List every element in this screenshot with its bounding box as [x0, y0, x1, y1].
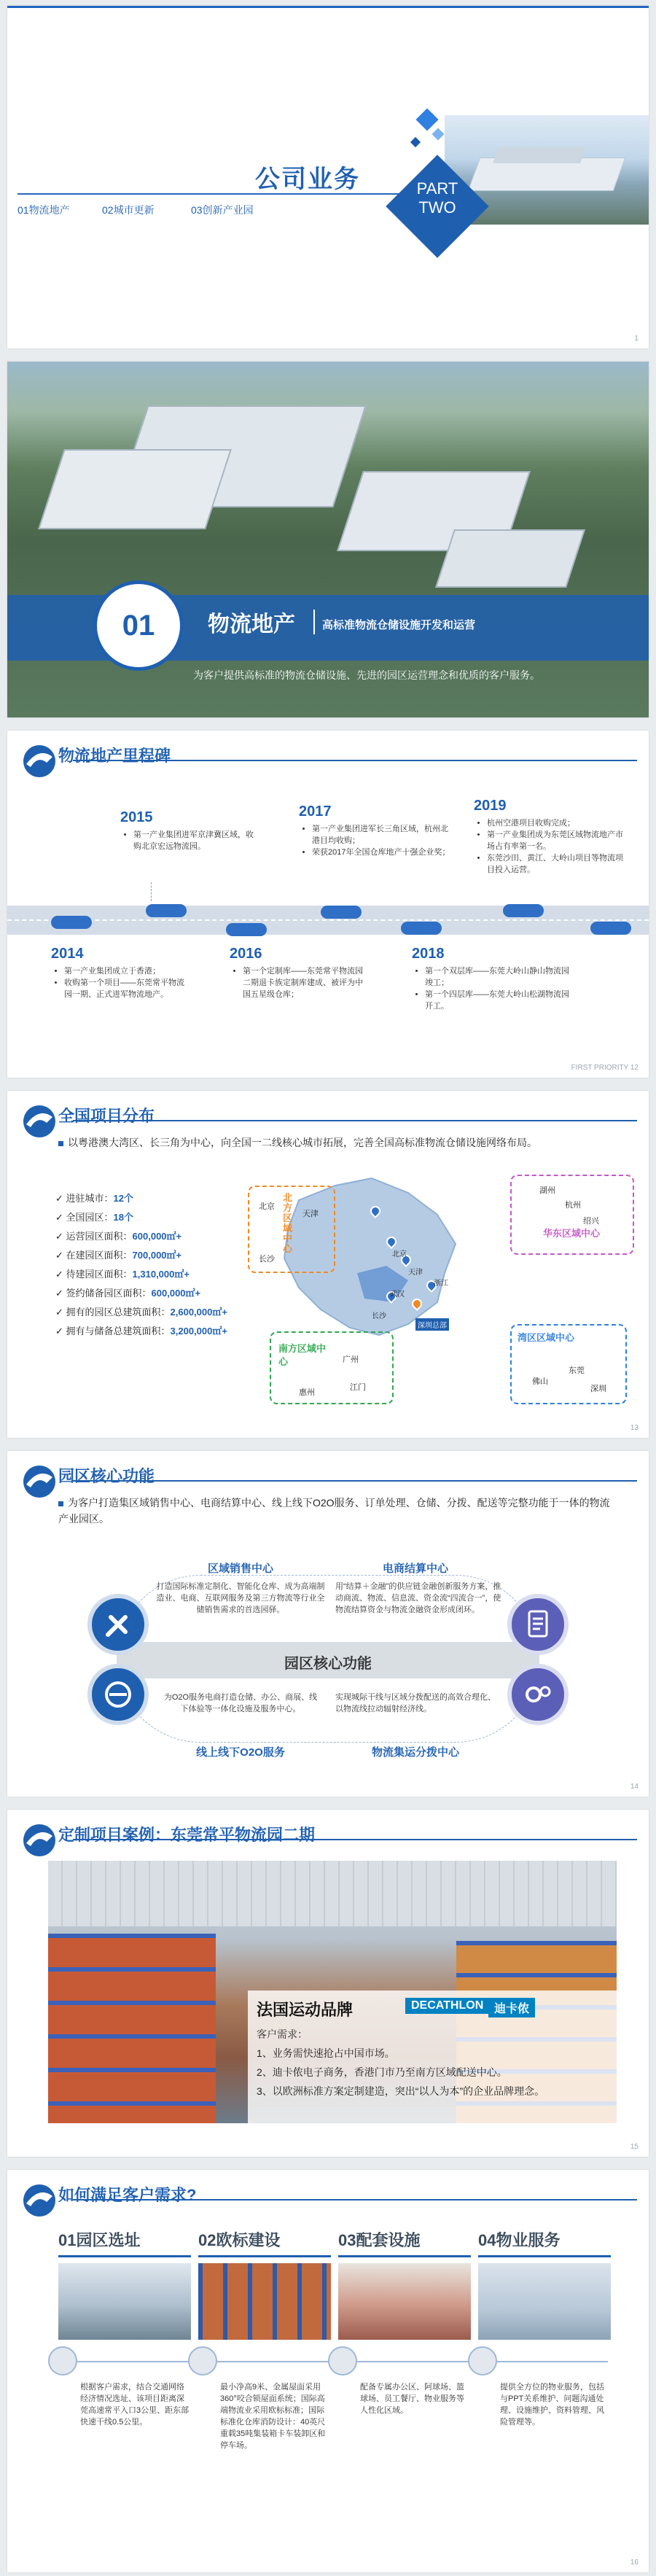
milestone-text: • 第一产业集团进军长三角区域，杭州北港目均收购； — [312, 823, 452, 847]
part-label: PART — [416, 179, 458, 198]
q4-text: 实现城际干线与区域分拨配送的高效合理化、以物流线拉动辐射经济线。 — [335, 1693, 496, 1713]
section-subtitle: 高标准物流仓储设施开发和运营 — [322, 619, 476, 631]
col-head: 01园区选址 — [58, 2228, 191, 2257]
q2-text: 用“结算＋金融”的供应链金融创新服务方案，推动商流、物流、信息流、资金流“四流合一”，使物流结算资金与物流金融资金形成闭环。 — [335, 1582, 501, 1614]
company-logo-icon — [20, 742, 58, 780]
nav-item-3[interactable]: 03创新产业园 — [191, 204, 254, 216]
truck-icon — [226, 923, 267, 936]
south-city-jiangmen: 江门 — [350, 1383, 366, 1392]
north-city-beijing: 北京 — [259, 1202, 275, 1211]
north-region-label: 北方区域中心 — [283, 1192, 293, 1254]
needs-label: 客户需求： — [257, 2028, 308, 2040]
core-title: 园区核心功能 — [284, 1656, 372, 1672]
milestone-text: • 第一个双层库——东莞大岭山静山物流园竣工； — [425, 965, 572, 989]
stat-row: ✓ 签约储备园区面积：600,000㎡+ — [55, 1288, 201, 1299]
company-logo-icon — [20, 2182, 58, 2219]
location-icon — [48, 2346, 77, 2375]
east-region-label: 华东区域中心 — [543, 1228, 601, 1239]
q1-text: 打造国际标准定制化、智能化仓库、成为高端制造业、电商、互联网服务及第三方物流等行业全储销售需求的首选园驿。 — [156, 1582, 325, 1614]
north-city-changsha: 长沙 — [259, 1255, 275, 1264]
year-2016: 2016 — [230, 946, 262, 962]
map-label-hq: 深圳总部 — [415, 1318, 449, 1331]
decor-square-2 — [432, 128, 445, 141]
stat-row: ✓ 全国园区：18个 — [55, 1212, 133, 1223]
truck-icon — [503, 904, 544, 917]
company-logo-icon — [20, 1102, 58, 1140]
north-city-tianjin: 天津 — [302, 1210, 319, 1218]
col-text-3: 配备专属办公区、阿球场、篮球场、员工餐厅、物业服务等人性化区域。 — [360, 2383, 464, 2415]
company-logo-icon — [20, 1463, 58, 1501]
south-city-guangzhou: 广州 — [343, 1355, 359, 1364]
page-number: FIRST PRIORITY 12 — [571, 1064, 639, 1072]
slide-title: 全国项目分布 — [58, 1107, 155, 1125]
page-number: 13 — [630, 1424, 639, 1432]
east-city-shaoxing: 绍兴 — [583, 1217, 599, 1226]
col-text-1: 根据客户需求，结合交通网络经济情况选址、该项目距离深莞高速常平入口3公里、距东部快速干线0.5公里。 — [80, 2383, 190, 2427]
east-city-huzhou: 湖州 — [539, 1186, 555, 1195]
decathlon-logo: DECATHLON — [405, 1998, 489, 2014]
tools-icon-circle — [87, 1594, 149, 1655]
slide-national-projects — [7, 1091, 649, 1438]
truck-icon — [321, 906, 362, 919]
gba-city-dongguan: 东莞 — [569, 1366, 585, 1375]
need-1: 1、业务需快速抢占中国市场。 — [257, 2047, 395, 2059]
stat-row: ✓ 进驻城市：12个 — [55, 1193, 133, 1204]
milestone-bottom-2014 — [51, 946, 190, 1000]
year-2014: 2014 — [51, 946, 84, 962]
q3-title: 线上线下O2O服务 — [196, 1746, 285, 1759]
col-text-4: 提供全方位的物业服务，包括与PPT关系维护、问题沟通处理、设施维护、资料管理、风险管理等。 — [500, 2383, 604, 2427]
intro-text: 为客户打造集区域销售中心、电商结算中心、线上线下O2O服务、订单处理、仓储、分拨、配送等完整功能于一体的物流产业园区。 — [58, 1497, 610, 1525]
col-2 — [198, 2228, 331, 2340]
section-title: 公司业务 — [255, 166, 360, 193]
map-label-changsha: 长沙 — [372, 1312, 386, 1320]
decathlon-logo-cn: 迪卡侬 — [488, 1998, 535, 2017]
col-head: 03配套设施 — [338, 2228, 471, 2257]
milestone-text: • 第一产业集团进军京津冀区域，收购北京宏远物流园。 — [133, 829, 259, 852]
milestone-text: • 荣获2017年全国仓库地产十强企业奖； — [312, 847, 452, 858]
map-label-beijing: 北京 — [392, 1250, 407, 1258]
south-region-label: 南方区域中心 — [278, 1343, 327, 1367]
decor-square-3 — [410, 137, 421, 147]
south-city-huizhou: 惠州 — [299, 1388, 315, 1397]
stat-row: ✓ 在建园区面积：700,000㎡+ — [55, 1250, 182, 1261]
col-head: 04物业服务 — [478, 2228, 611, 2257]
section-title: 物流地产 — [208, 612, 295, 637]
year-2019: 2019 — [474, 798, 507, 814]
col-photo — [338, 2263, 471, 2340]
slide-title: 园区核心功能 — [58, 1467, 155, 1485]
service-icon — [468, 2346, 497, 2375]
slide-milestones — [7, 731, 649, 1078]
milestone-bottom-2016 — [230, 946, 368, 1000]
map-label-wuhan: 武汉 — [390, 1291, 405, 1299]
company-logo-icon — [20, 1821, 58, 1859]
page-number: 15 — [630, 2143, 639, 2151]
col-head: 02欧标建设 — [198, 2228, 331, 2257]
scale-icon — [328, 2346, 357, 2375]
col-photo — [478, 2263, 611, 2340]
col-1 — [58, 2228, 191, 2340]
header-bar — [73, 1480, 637, 1482]
building-icon — [188, 2346, 217, 2375]
stat-row: ✓ 待建园区面积：1,310,000㎡+ — [55, 1269, 190, 1280]
nav-item-1[interactable]: 01物流地产 — [17, 204, 70, 216]
stats-list — [55, 1189, 245, 1341]
q3-text: 为O2O服务电商打造仓储、办公、商展、线下体验等一体化设施及服务中心。 — [163, 1693, 318, 1713]
milestone-text: • 第一产业集团成为东莞区域物流地产市场占有率第一名。 — [487, 829, 627, 852]
q4-title: 物流集运分拨中心 — [371, 1746, 459, 1759]
decor-square-1 — [415, 108, 438, 131]
checklist-icon-circle — [507, 1594, 569, 1655]
need-2: 2、迪卡侬电子商务，香港门市乃至南方区域配送中心。 — [257, 2066, 507, 2078]
map-label-tianjin: 天津 — [408, 1269, 423, 1277]
bullet-icon — [58, 1501, 63, 1506]
slide-title: 物流地产里程碑 — [58, 747, 171, 765]
stat-row: ✓ 拥有与储备总建筑面积：3,200,000㎡+ — [55, 1326, 227, 1336]
intro-text: 以粤港澳大湾区、长三角为中心，向全国一二线核心城市拓展，完善全国高标准物流仓储设施网络布局。 — [58, 1135, 612, 1151]
page-number: 16 — [630, 2559, 639, 2567]
col-text-2: 最小净高9米、金属屋面采用360°咬合锁屋面系统；国际高端物流业采用欧标标准；国际标准化仓库消防设计：40英尺重载35吨集装箱卡车装卸区和停车场。 — [220, 2383, 326, 2450]
year-2018: 2018 — [412, 946, 445, 962]
slide-core-functions — [7, 1451, 649, 1797]
handshake-icon-circle — [87, 1664, 149, 1725]
need-3: 3、以欧洲标准方案定制建造，突出“以人为本”的企业品牌理念。 — [257, 2085, 545, 2097]
truck-icon — [146, 904, 187, 917]
page-number: 1 — [634, 335, 639, 343]
truck-icon — [590, 922, 631, 935]
title-divider — [313, 610, 315, 634]
milestone-text: • 第一个四层库——东莞大岭山松湖物流园开工。 — [425, 989, 572, 1012]
milestone-text: • 杭州空港项目收购完成； — [487, 817, 627, 829]
slide-case-study — [7, 1810, 649, 2157]
year-2015: 2015 — [120, 809, 153, 825]
section-desc: 为客户提供高标准的物流仓储设施、先进的园区运营理念和优质的客户服务。 — [193, 669, 540, 681]
milestone-bottom-2018 — [412, 946, 572, 1012]
milestone-text: • 第一产业集团成立于香港； — [64, 965, 190, 977]
truck-icon — [51, 916, 92, 929]
slide-client-needs — [7, 2170, 649, 2572]
milestone-top-2017 — [299, 803, 452, 858]
section-number: 01 — [122, 610, 155, 642]
col-4 — [478, 2228, 611, 2340]
bullet-icon — [58, 1141, 63, 1146]
map-label-zhejiang: 浙江 — [434, 1280, 448, 1288]
two-label: TWO — [418, 198, 456, 217]
east-city-hangzhou: 杭州 — [565, 1201, 581, 1210]
milestone-text: • 第一个定制库——东莞常平物流园二期退卡族定制库建成、被评为中国五星级仓库； — [243, 965, 368, 1000]
q1-title: 区域销售中心 — [207, 1563, 273, 1575]
milestone-text: • 收购第一个项目——东莞常平物流园一期、正式进军物流地产。 — [64, 977, 190, 1000]
title-underline — [17, 193, 455, 195]
east-region-box — [510, 1175, 634, 1255]
gba-city-shenzhen: 深圳 — [590, 1385, 606, 1393]
milestone-text: • 东莞沙田、黄江、大岭山项目等物流项目投入运营。 — [487, 852, 627, 876]
milestone-top-2019 — [474, 798, 627, 876]
top-accent-bar — [7, 6, 649, 8]
q2-title: 电商结算中心 — [382, 1563, 448, 1575]
gba-region-label: 湾区区域中心 — [518, 1332, 575, 1343]
header-bar — [73, 1120, 637, 1121]
col-3 — [338, 2228, 471, 2340]
stat-row: ✓ 拥有的园区总建筑面积：2,600,000㎡+ — [55, 1307, 227, 1318]
slide-title: 如何满足客户需求? — [58, 2186, 197, 2204]
slide-logistics-intro — [7, 362, 649, 717]
slide-title: 定制项目案例：东莞常平物流园二期 — [58, 1826, 316, 1844]
gba-city-foshan: 佛山 — [532, 1377, 548, 1386]
gears-icon-circle — [507, 1664, 569, 1725]
aerial-photo — [7, 362, 649, 717]
milestone-top-2015 — [120, 809, 259, 852]
year-2017: 2017 — [299, 803, 332, 820]
col-photo — [198, 2263, 331, 2340]
nav-item-2[interactable]: 02城市更新 — [102, 204, 155, 216]
page-number: 14 — [630, 1783, 639, 1791]
col-photo — [58, 2263, 191, 2340]
brand-title: 法国运动品牌 — [257, 2001, 354, 2019]
slide-cover — [7, 6, 649, 349]
stat-row: ✓ 运营园区面积：600,000㎡+ — [55, 1231, 182, 1242]
truck-icon — [401, 922, 442, 935]
